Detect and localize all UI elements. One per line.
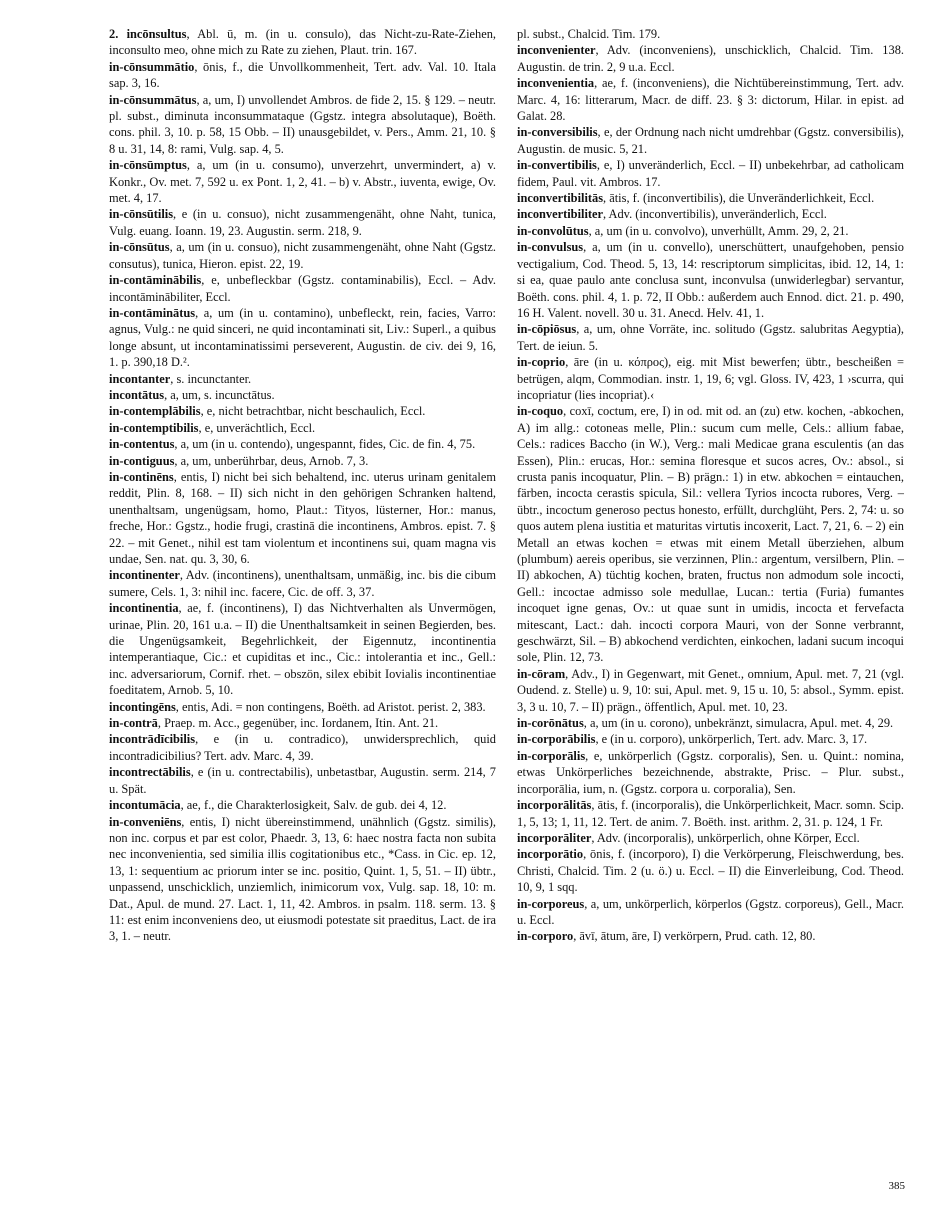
entry-headword: incontrādīcibilis [109,732,196,747]
entry-body: , a, um (in u. contendo), ungespannt, fides, Cic. de fin. 4, 75. [174,437,476,452]
entry-body: , ae, f., die Charakterlosigkeit, Salv. de gub. dei 4, 12. [180,798,447,813]
entry-body: , Adv. (incorporalis), unkörperlich, ohne Körper, Eccl. [591,830,860,845]
dictionary-entry [517,157,904,190]
entry-body: , s. incunctanter. [170,371,252,386]
entry-headword: in-coquo [517,404,564,419]
entry-headword: in-contiguus [109,453,175,468]
entry-body: , a, um (in u. consuo), nicht zusammengenäht, ohne Naht (Ggstz. consutus), tunica, Hieron. epist. 22, 19. [109,240,496,271]
entry-headword: incontātus [109,387,165,402]
entry-body: , a, um, unberührbar, deus, Arnob. 7, 3. [174,453,369,468]
dictionary-entry [517,666,904,715]
entry-headword: incorporālitās [517,798,592,813]
dictionary-entry [517,190,904,206]
entry-headword: in-corporālis [517,748,586,763]
entry-headword: incontingēns [109,699,176,714]
dictionary-entry [517,830,904,846]
entry-body: , Adv. (inconvertibilis), unveränderlich, Eccl. [603,207,827,222]
entry-body: , āre (in u. κόπρος), eig. mit Mist bewerfen; übtr., bescheißen = betrügen, alqm, Commodian. instr. 1, 19, 6; vgl. Gloss. IV, 423, 1 ›scurra, qui incopriatur (lies incopriat).‹ [517,355,904,402]
entry-body: , a, um (in u. corono), unbekränzt, simulacra, Apul. met. 4, 29. [583,716,894,731]
dictionary-entry [109,436,496,452]
dictionary-entry [109,797,496,813]
dictionary-entry [109,567,496,600]
entry-body: , a, um (in u. consumo), unverzehrt, unvermindert, a) v. Konkr., Ov. met. 7, 592 u. ex Pont. 1, 2, 41. – b) v. Abstr., iuventa, ewige, Ov. met. 4, 17. [109,158,496,206]
entry-body: , a, um (in u. convello), unerschüttert, unaufgehoben, pensio vectigalium, Cod. Theod. 5, 13, 14: rescriptorum simplicitas, ibid. 12, 14, 1: si ea, quae paulo ante conclusa sunt, inconvulsa (unwiderlegbar) servantur, Boëth. cons. phil. 4, 1. p. 72, II Obb.: außerdem auch Ennod. dict. 21. p. 490, 16 H. Valent. novell. 30 u. 31. Anecd. Helv. 41, 1. [517,240,904,320]
entry-headword: in-corōnātus [517,716,584,731]
entry-body: , a, um, I) unvollendet Ambros. de fide 2, 15. § 129. – neutr. pl. subst., diminuta inconsummataque (Ggstz. integra absolutaque), Boëth. cons. phil. 3, 10. p. 58, 15 Obb. – II) unausgebildet, v. Pers., Amm. 21, 10. § 8 u. 31, 14, 8: rami, Vulg. sap. 4, 5. [109,92,496,156]
dictionary-entry [109,600,496,698]
entry-headword: in-cōpiōsus [517,322,577,337]
entry-body: , entis, Adi. = non contingens, Boëth. ad Aristot. perist. 2, 383. [175,699,486,714]
dictionary-entry [109,206,496,239]
entry-headword: incontumācia [109,798,181,813]
entry-body: , āvī, ātum, āre, I) verkörpern, Prud. cath. 12, 80. [573,929,816,944]
dictionary-entry [109,814,496,945]
dictionary-entry [109,59,496,92]
dictionary-entry [517,124,904,157]
dictionary-entry [109,305,496,371]
entry-headword: in-convolūtus [517,223,589,238]
entry-body: , a, um (in u. convolvo), unverhüllt, Amm. 29, 2, 21. [588,223,849,238]
dictionary-entry [109,272,496,305]
entry-body: , ae, f. (incontinens), I) das Nichtverhalten als Unvermögen, urinae, Plin. 20, 161 u.a. – II) die Unenthaltsamkeit in seinen Begierden, bes. die Ungenügsamkeit, Begehrlichkeit, der Eigennutz, incontinentia intemperantiaque, Cic.: et cupiditas et inc., Cic.: intolerantia et inc., Gell.: inc. adversariorum, Cornif. rhet. – obszön, silex ebibit Iovialis incontinentiae foeditatem, Arnob. 5, 10. [109,601,496,698]
entry-headword: in-convertibilis [517,158,597,173]
entry-body: , Adv. (incontinens), unenthaltsam, unmäßig, inc. bis die cibum sumere, Cels. 1, 3: nihil inc. facere, Cic. de off. 3, 37. [109,568,496,599]
dictionary-entry [109,731,496,764]
entry-body: , ātis, f. (incorporalis), die Unkörperlichkeit, Macr. somn. Scip. 1, 5, 13; 1, 11, 12. Tert. de anim. 7. Boëth. inst. arithm. 2, 31. p. 124, 1 Fr. [517,798,904,829]
entry-headword: incontrectābilis [109,765,191,780]
entry-headword: in-corporo [517,929,574,944]
dictionary-entry [517,731,904,747]
entry-headword: in-cōnsummātus [109,92,197,107]
entry-body: , coxī, coctum, ere, I) in od. mit od. an (zu) etw. kochen, -abkochen, A) im allg.: cotoneas melle, Plin.: sucum cum melle, Cels.: allium fabae, Cels.: radices Baccho (in W.), Verg.: mali Medicae grana esculentis (an das Essen), Plin.: erucas, Hor.: semina floresque et sucos acres, Ov.: absol., si crusta panis incoquatur, Plin. – B) prägn.: 1) in etw. abkochen = eintauchen, färben, incocta cerastis spicula, Sil.: vellera Tyrios incocta rubores, Verg. – übtr., incoctum generoso pectus honesto, erfüllt, durchglüht, Pers. 2, 74: u. so quos autem plena iustitia et maturitas virtutis incoxerit, Lact. 7, 21, 6. – 2) ein Metall an etwas kochen = etwas mit einem Metall überziehen, album (plumbum) aereis operibus, sie verzinnen, Plin.: argentum, versilbern, Plin. – II) abkochen, A) tüchtig kochen, braten, fructus non admodum sole incocti, Gell.: incoctae admisso sole medullae, Lucan.: tertia (Furia) fumantes incoquet igne genas, Ov.: ut quae sunt in umidis, incocta et fervefacta mitescant, Lact.: dah. incocti corpora Mauri, von der Sonne verbrannt, geschwärzt, Sil. – B) abkochend verdichten, einkochen, ladani sucum incoqui sole, Plin. 12, 73. [517,404,904,665]
entry-body: , e, I) unveränderlich, Eccl. – II) unbekehrbar, ad catholicam fidem, Paul. vit. Ambros. 17. [517,158,904,189]
entry-headword: in-contentus [109,437,175,452]
entry-headword: inconvertibiliter [517,207,604,222]
entry-body: , Adv., I) in Gegenwart, mit Genet., omnium, Apul. met. 7, 21 (vgl. Oudend. z. Stelle) u. 9, 10: sui, Apul. met. 9, 15 u. 10, 5: absol., Symm. epist. 3, 3 u. 10, 7. – II) prägn., öffentlich, Apul. met. 10, 23. [517,666,904,714]
entry-body: , ae, f. (inconveniens), die Nichtübereinstimmung, Tert. adv. Marc. 4, 16: litterarum, Macr. de diff. 23. § 3: dictorum, Hilar. in epist. ad Galat. 28. [517,76,904,124]
dictionary-entry [517,928,904,944]
entry-headword: in-cōnsūmptus [109,158,187,173]
dictionary-entry [517,403,904,666]
entry-headword: 2. incōnsultus [109,27,187,41]
dictionary-entry [109,420,496,436]
entry-headword: incontanter [109,371,171,386]
entry-headword: inconvenienter [517,43,596,58]
entry-headword: inconvertibilitās [517,191,604,206]
entry-body: , ōnis, f., die Unvollkommenheit, Tert. adv. Val. 10. Itala sap. 3, 16. [109,59,496,91]
entry-headword: in-contāminābilis [109,273,202,288]
entry-headword: in-conversibilis [517,125,598,140]
entry-body: , a, um, unkörperlich, körperlos (Ggstz. corporeus), Gell., Macr. u. Eccl. [517,896,904,927]
dictionary-entry [109,26,496,59]
dictionary-entry [517,896,904,929]
entry-body: , ōnis, f. (incorporo), I) die Verkörperung, Fleischwerdung, bes. Christi, Chalcid. Tim. 2 (u. ö.) u. Eccl. – II) die Einverleibung, Cod. Theod. 10, 9, 1 sqq. [517,847,904,895]
dictionary-entry [517,206,904,222]
entry-headword: in-cōnsūtilis [109,207,174,222]
entry-body: , entis, I) nicht bei sich behaltend, inc. uterus urinam genitalem reddit, Plin. 8, 168. – II) sich nicht in den gehörigen Schranken haltend, unenthaltsam, ungenügsam, homo, Plaut.: Tityos, lüsterner, Hor.: manus, freche, Hor.: Ggstz., hodie frugi, crastinā die incontinens, Ambros. epist. 7. § 22. – mit Genet., nihil est tam violentum et incontinens sui, quam magna vis undae, Sen. nat. qu. 3, 30, 6. [109,469,496,566]
entry-headword: in-convulsus [517,240,584,255]
dictionary-entry [109,403,496,419]
left-column [109,26,496,945]
dictionary-entry [109,469,496,567]
entry-body: , Abl. ū, m. (in u. consulo), das Nicht-zu-Rate-Ziehen, inconsulto meo, ohne mich zu Rate zu ziehen, Plaut. trin. 167. [109,27,497,58]
dictionary-entry [517,239,904,321]
entry-headword: incontinenter [109,568,180,583]
dictionary-entry [109,453,496,469]
entry-body: , a, um (in u. contamino), unbefleckt, rein, facies, Varro: agnus, Vulg.: ne quid sinceri, ne quid incontaminati sit, Liv.: Superl., a quibus longe absunt, ut incontaminatissimi perseverent, Augustin. de civ. dei 9, 16, 1. p. 390,18 D.². [109,305,496,370]
entry-body: , e, unkörperlich (Ggstz. corporalis), Sen. u. Quint.: nomina, etwas Unkörperliches bezeichnende, abstrakte, Prisc. – Plur. subst., incorporālia, ium, n. (Ggstz. corpora u. corporalia), Sen. [517,748,904,796]
entry-body: , Adv. (inconveniens), unschicklich, Chalcid. Tim. 138. Augustin. de trin. 2, 9 u.a. Eccl. [517,43,904,74]
dictionary-entry [517,223,904,239]
entry-body: , e, unbefleckbar (Ggstz. contaminabilis), Eccl. – Adv. incontāminābiliter, Eccl. [109,273,496,304]
entry-headword: in-coprio [517,355,566,370]
page-number: 385 [888,1180,905,1192]
entry-headword: in-conveniēns [109,814,182,829]
dictionary-entry [517,42,904,75]
entry-body: pl. subst., Chalcid. Tim. 179. [517,27,661,41]
dictionary-entry [517,321,904,354]
dictionary-entry [517,797,904,830]
entry-headword: in-cōnsūtus [109,240,170,255]
entry-headword: incontinentia [109,601,179,616]
dictionary-entry [109,92,496,158]
entry-headword: incorporātio [517,847,584,862]
dictionary-entry [517,846,904,895]
dictionary-entry [517,75,904,124]
entry-headword: in-contemplābilis [109,404,201,419]
dictionary-entry [109,157,496,206]
right-column [517,26,904,945]
entry-headword: incorporāliter [517,830,592,845]
entry-headword: in-cōram [517,666,566,681]
entry-headword: inconvenientia [517,76,595,91]
entry-body: , e (in u. corporo), unkörperlich, Tert. adv. Marc. 3, 17. [595,732,868,747]
entry-headword: in-corporeus [517,896,585,911]
entry-body: , e (in u. contradico), unwidersprechlich, quid incontradicibilius? Tert. adv. Marc. 4, 39. [109,732,496,763]
entry-headword: in-continēns [109,469,174,484]
entry-body: , e, unverächtlich, Eccl. [198,420,316,435]
entry-body: , ātis, f. (inconvertibilis), die Unveränderlichkeit, Eccl. [603,191,875,206]
dictionary-entry [109,387,496,403]
entry-headword: in-contemptibilis [109,420,199,435]
dictionary-entry [109,699,496,715]
entry-headword: in-cōnsummātio [109,59,195,74]
entry-body: , a, um, ohne Vorräte, inc. solitudo (Ggstz. salubritas Aegyptia), Tert. de ieiun. 5. [517,322,904,353]
entry-body: , e, der Ordnung nach nicht umdrehbar (Ggstz. conversibilis), Augustin. de music. 5, 21. [517,125,904,156]
dictionary-entry [109,371,496,387]
dictionary-entry [517,748,904,797]
entry-body: , e (in u. contrectabilis), unbetastbar, Augustin. serm. 214, 7 u. Spät. [109,765,496,796]
dictionary-entry [109,764,496,797]
dictionary-entry [517,26,904,42]
entry-body: , e, nicht betrachtbar, nicht beschaulich, Eccl. [200,404,426,419]
dictionary-entry [109,715,496,731]
entry-headword: in-contrā [109,716,158,731]
dictionary-entry [517,715,904,731]
dictionary-entry [517,354,904,403]
entry-body: , entis, I) nicht übereinstimmend, unähnlich (Ggstz. similis), non inc. corpus et par est color, Phaedr. 3, 13, 6: haec nostra facta non subita nec inconvenientia, sed similia illis cogitationibus etc., *Cass. in Cic. ep. 12, 13, 1: sequentium ac priorum inter se inc. positio, Quint. 1, 5, 51. – II) übtr., unpassend, unschicklich, unziemlich, inimicorum vox, Vulg. sap. 18, 10: m. Dat., Apul. de mund. 27. Lact. 1, 11, 42. Ambros. in psalm. 118. serm. 13. § 11: est enim inconveniens deo, ut eiusmodi potestate sit praeditus, Lact. de ira 3, 1. – neutr. [109,814,496,944]
entry-headword: in-contāminātus [109,305,196,320]
dictionary-entry [109,239,496,272]
entry-body: , Praep. m. Acc., gegenüber, inc. Iordanem, Itin. Ant. 21. [157,716,439,731]
entry-body: , e (in u. consuo), nicht zusammengenäht, ohne Naht, tunica, Vulg. euang. Ioann. 19, 23. Augustin. serm. 218, 9. [109,207,496,238]
entry-headword: in-corporābilis [517,732,596,747]
entry-body: , a, um, s. incunctātus. [164,387,275,402]
